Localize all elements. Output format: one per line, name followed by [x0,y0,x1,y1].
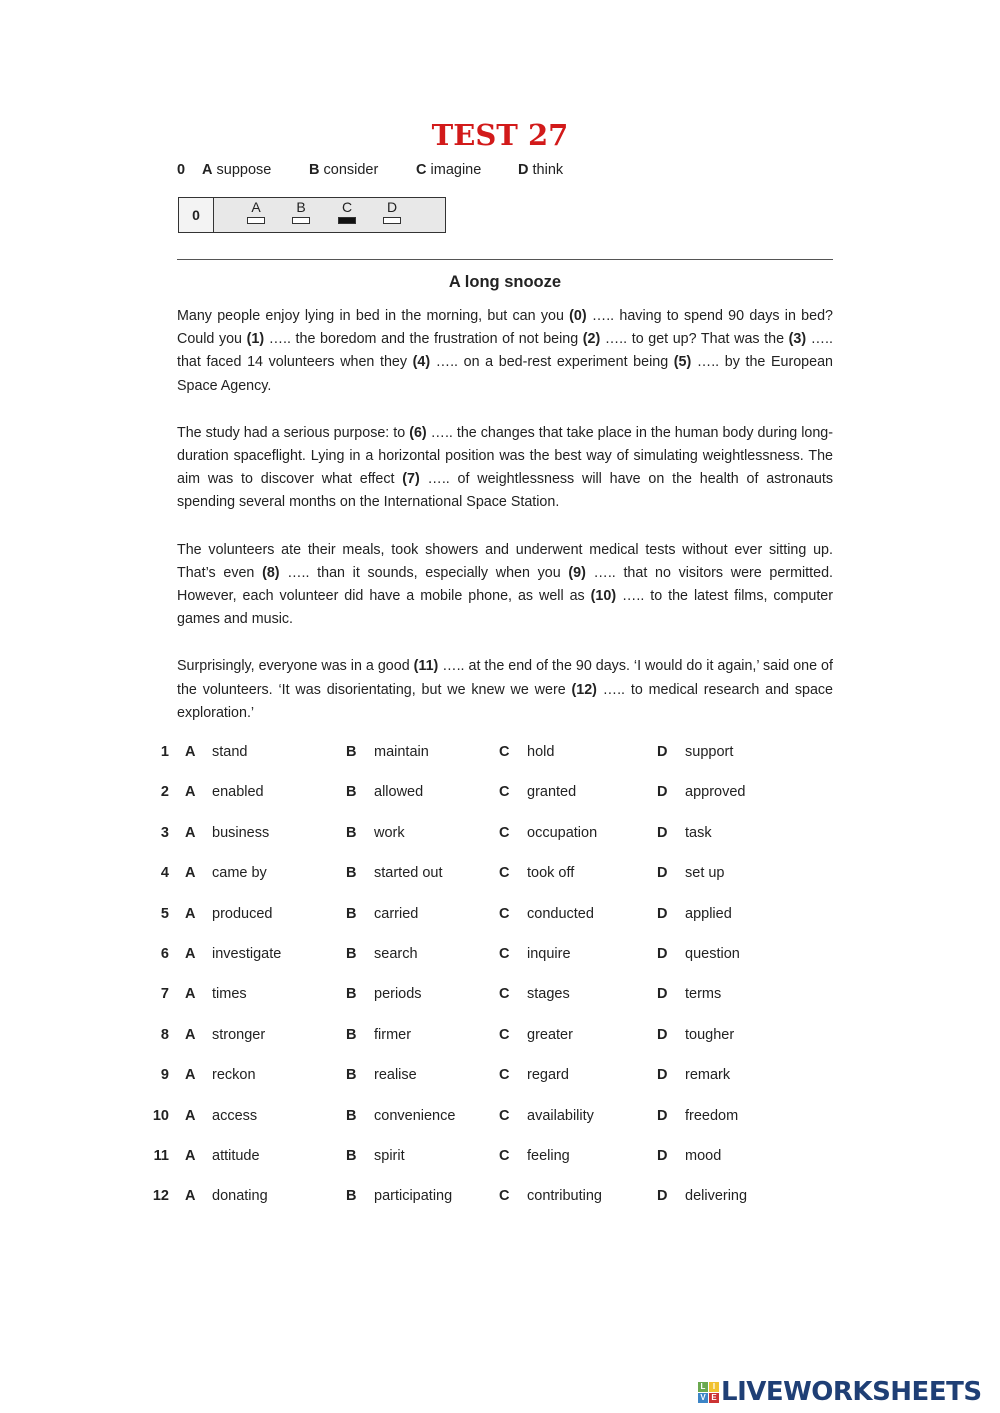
option-word-d[interactable]: applied [685,905,732,922]
option-letter-d[interactable]: D [657,1148,668,1164]
question-number: 9 [160,1067,169,1084]
choice-letter: C [341,199,353,215]
question-number: 2 [160,784,169,801]
question-number: 4 [160,865,169,882]
passage-text: ….. at the end of the 90 days. ‘I would do it again,’ said one of the volunteers. ‘It was disorientating, but we knew we were [177,658,833,698]
gap-number[interactable]: (1) [246,331,265,348]
gap-number[interactable]: (11) [413,658,439,675]
option-letter-c[interactable]: C [499,946,510,962]
option-letter-a[interactable]: A [185,1107,196,1124]
option-word: imagine [430,162,482,178]
option-word-a[interactable]: stronger [212,1026,266,1043]
gap-number[interactable]: (6) [409,424,427,441]
passage-text: ….. to the latest films, computer games and music. [177,588,833,628]
gap-number[interactable]: (7) [402,471,420,488]
option-letter-a[interactable]: A [185,784,196,801]
example-option-b [309,162,378,178]
gap-number[interactable]: (2) [582,331,601,348]
option-letter: B [309,162,320,178]
option-word-a[interactable]: reckon [212,1067,256,1084]
question-row [0,825,1000,845]
option-letter-b[interactable]: B [346,1067,357,1084]
option-word-c[interactable]: took off [527,865,575,882]
option-word-d[interactable]: delivering [685,1188,748,1205]
question-number: 7 [160,986,169,1003]
choice-letter: B [296,199,306,215]
answer-choice-b[interactable] [291,199,311,224]
option-letter-b[interactable]: B [346,1107,357,1124]
option-word-b[interactable]: work [374,824,405,841]
option-word-c[interactable]: hold [527,744,555,760]
question-row [0,744,1000,764]
option-letter-d[interactable]: D [657,905,668,922]
option-letter-c[interactable]: C [499,865,510,882]
option-letter-a[interactable]: A [185,1188,196,1205]
logo-text: LIVEWORKSHEETS [721,1377,982,1407]
option-word-d[interactable]: approved [685,784,746,801]
option-word-d[interactable]: set up [685,865,725,882]
option-word-a[interactable]: business [212,824,270,841]
question-number: 12 [152,1188,169,1205]
option-letter-a[interactable]: A [185,1026,196,1043]
passage-text: ….. to get up? That was the [600,331,789,348]
option-letter-b[interactable]: B [346,905,357,922]
option-word-a[interactable]: stand [212,744,248,760]
option-letter-c[interactable]: C [499,1148,510,1164]
option-letter: D [518,162,529,178]
question-row [0,1108,1000,1128]
logo-cube: E [709,1393,719,1403]
option-word-b[interactable]: periods [374,986,422,1003]
option-word-a[interactable]: donating [212,1188,268,1205]
option-letter-d[interactable]: D [657,824,668,841]
option-letter-a[interactable]: A [185,905,196,922]
answer-box [178,197,446,233]
passage-text: ….. having to spend 90 days in bed? Could you [177,308,833,348]
option-letter-b[interactable]: B [346,744,357,760]
example-option-d [518,162,563,178]
gap-number[interactable]: (9) [568,564,586,581]
option-letter-d[interactable]: D [657,1026,668,1043]
option-letter-b[interactable]: B [346,824,357,841]
answer-mark [292,217,310,224]
option-letter-a[interactable]: A [185,946,196,962]
option-word-c[interactable]: occupation [527,824,598,841]
option-letter-d[interactable]: D [657,784,668,801]
option-word-a[interactable]: produced [212,905,273,922]
option-word-b[interactable]: spirit [374,1148,405,1164]
option-letter-b[interactable]: B [346,1148,357,1164]
option-word-b[interactable]: firmer [374,1026,412,1043]
gap-number[interactable]: (3) [788,331,807,348]
passage-paragraph [177,422,833,515]
gap-number[interactable]: (5) [673,354,692,371]
option-letter-d[interactable]: D [657,986,668,1003]
option-letter-c[interactable]: C [499,824,510,841]
option-letter-d[interactable]: D [657,1107,668,1124]
passage-text: Many people enjoy lying in bed in the morning, but can you [177,308,570,324]
answer-choice-d[interactable] [382,199,402,224]
option-word-d[interactable]: mood [685,1148,722,1164]
option-word-c[interactable]: feeling [527,1148,570,1164]
option-letter-b[interactable]: B [346,986,357,1003]
option-letter-c[interactable]: C [499,905,510,922]
question-row [0,906,1000,926]
option-letter-d[interactable]: D [657,1067,668,1084]
question-row [0,986,1000,1006]
question-row [0,1148,1000,1168]
choice-letter: D [386,199,398,215]
option-word-a[interactable]: times [212,986,247,1003]
option-letter-a[interactable]: A [185,1148,196,1164]
option-letter-d[interactable]: D [657,865,668,882]
answer-mark [383,217,401,224]
question-number: 1 [160,744,169,760]
question-row [0,784,1000,804]
option-letter-c[interactable]: C [499,1188,510,1205]
passage-paragraph [177,539,833,632]
option-word-d[interactable]: freedom [685,1107,739,1124]
option-word: consider [323,162,379,178]
gap-number[interactable]: (4) [412,354,431,371]
option-word-a[interactable]: access [212,1107,258,1124]
logo-cubes-icon [698,1382,719,1403]
passage-heading: A long snooze [448,273,562,291]
option-word-b[interactable]: carried [374,905,419,922]
example-option-c [416,162,481,178]
option-word-d[interactable]: tougher [685,1026,735,1043]
question-row [0,865,1000,885]
option-letter-c[interactable]: C [499,986,510,1003]
passage-text: ….. of weightlessness will have on the health of astronauts spending several months on the International Space Station. [177,471,833,511]
option-word-d[interactable]: support [685,744,734,760]
passage-text: ….. by the European Space Agency. [177,354,833,394]
passage-text: ….. to medical research and space exploration.’ [177,681,833,721]
option-word-a[interactable]: came by [212,865,267,882]
option-word-c[interactable]: greater [527,1026,573,1043]
option-letter-d[interactable]: D [657,946,668,962]
option-letter-a[interactable]: A [185,986,196,1003]
option-letter-a[interactable]: A [185,744,196,760]
option-word: suppose [216,162,272,178]
passage-text: ….. than it sounds, especially when you [279,564,569,581]
option-word: think [532,162,564,178]
question-row [0,1027,1000,1047]
passage-text: ….. that faced 14 volunteers when they [177,331,833,371]
option-word-c[interactable]: granted [527,784,577,801]
option-letter: C [416,162,427,178]
option-letter-a[interactable]: A [185,824,196,841]
answer-choice-a[interactable] [246,199,266,224]
logo-cube: V [698,1393,708,1403]
option-letter-c[interactable]: C [499,1067,510,1084]
gap-number[interactable]: (8) [262,564,280,581]
option-word-c[interactable]: regard [527,1067,569,1084]
passage-text: ….. the changes that take place in the human body during long-duration spaceflight. Lying in a horizontal position was the best way of simulating weightlessness. The aim was to discover what effect [177,424,833,488]
option-letter-c[interactable]: C [499,784,510,801]
option-word-d[interactable]: task [685,824,712,841]
question-number: 3 [160,824,169,841]
divider [177,259,833,260]
option-word-b[interactable]: convenience [374,1107,456,1124]
option-word-b[interactable]: participating [374,1188,453,1205]
option-letter-b[interactable]: B [346,946,357,962]
option-word-b[interactable]: maintain [374,744,429,760]
option-word-a[interactable]: investigate [212,946,282,962]
passage-text: ….. the boredom and the frustration of not being [264,331,583,348]
passage [177,305,833,749]
option-letter-b[interactable]: B [346,784,357,801]
passage-text: ….. that no visitors were permitted. However, each volunteer did have a mobile phone, as well as [177,564,834,605]
option-letter-c[interactable]: C [499,1026,510,1043]
option-letter-a[interactable]: A [185,865,196,882]
option-letter-b[interactable]: B [346,1026,357,1043]
passage-paragraph [177,305,833,398]
logo-cube: I [709,1382,719,1392]
question-number: 11 [153,1148,169,1164]
option-word-b[interactable]: search [374,946,418,962]
option-letter-a[interactable]: A [185,1067,196,1084]
choice-letter: A [251,199,261,215]
answer-mark [338,217,356,224]
answer-mark [247,217,265,224]
answer-choice-c[interactable] [337,199,357,224]
option-word-d[interactable]: question [685,946,740,962]
option-word-a[interactable]: enabled [212,784,264,801]
option-word-b[interactable]: allowed [374,784,424,801]
question-number: 5 [160,905,169,922]
option-word-b[interactable]: started out [374,865,443,882]
option-letter-d[interactable]: D [657,1188,668,1205]
option-letter-b[interactable]: B [346,865,357,882]
question-number: 8 [160,1026,169,1043]
option-word-c[interactable]: inquire [527,946,571,962]
logo-cube: L [698,1382,708,1392]
passage-text: The study had a serious purpose: to [177,424,410,441]
gap-number[interactable]: (12) [571,681,597,698]
option-word-d[interactable]: terms [685,986,722,1003]
option-letter: A [202,162,213,178]
question-row [0,1188,1000,1208]
option-word-c[interactable]: availability [527,1107,594,1124]
passage-text: ….. on a bed-rest experiment being [430,354,674,371]
passage-text: Surprisingly, everyone was in a good [177,658,414,675]
question-row [0,1067,1000,1087]
answer-box-number: 0 [179,198,214,232]
passage-text: The volunteers ate their meals, took showers and underwent medical tests without ever sitting up. That’s even [177,541,833,581]
passage-paragraph [177,655,833,725]
option-word-c[interactable]: conducted [527,905,594,922]
option-word-c[interactable]: stages [527,986,570,1003]
test-title: TEST 27 [431,118,569,152]
option-word-d[interactable]: remark [685,1067,731,1084]
example-option-a [202,162,271,178]
example-number [177,162,185,178]
option-letter-c[interactable]: C [499,1107,510,1124]
option-word-b[interactable]: realise [374,1067,417,1084]
question-number: 10 [152,1107,169,1124]
gap-number[interactable]: (0) [569,308,587,324]
liveworksheets-logo [698,1377,982,1407]
question-number: 6 [160,946,169,962]
option-letter-c[interactable]: C [499,744,510,760]
example-number-text: 0 [177,162,186,178]
option-word-a[interactable]: attitude [212,1148,260,1164]
option-letter-b[interactable]: B [346,1188,357,1205]
option-word-c[interactable]: contributing [527,1188,602,1205]
option-letter-d[interactable]: D [657,744,668,760]
question-row [0,946,1000,966]
gap-number[interactable]: (10) [590,588,617,605]
